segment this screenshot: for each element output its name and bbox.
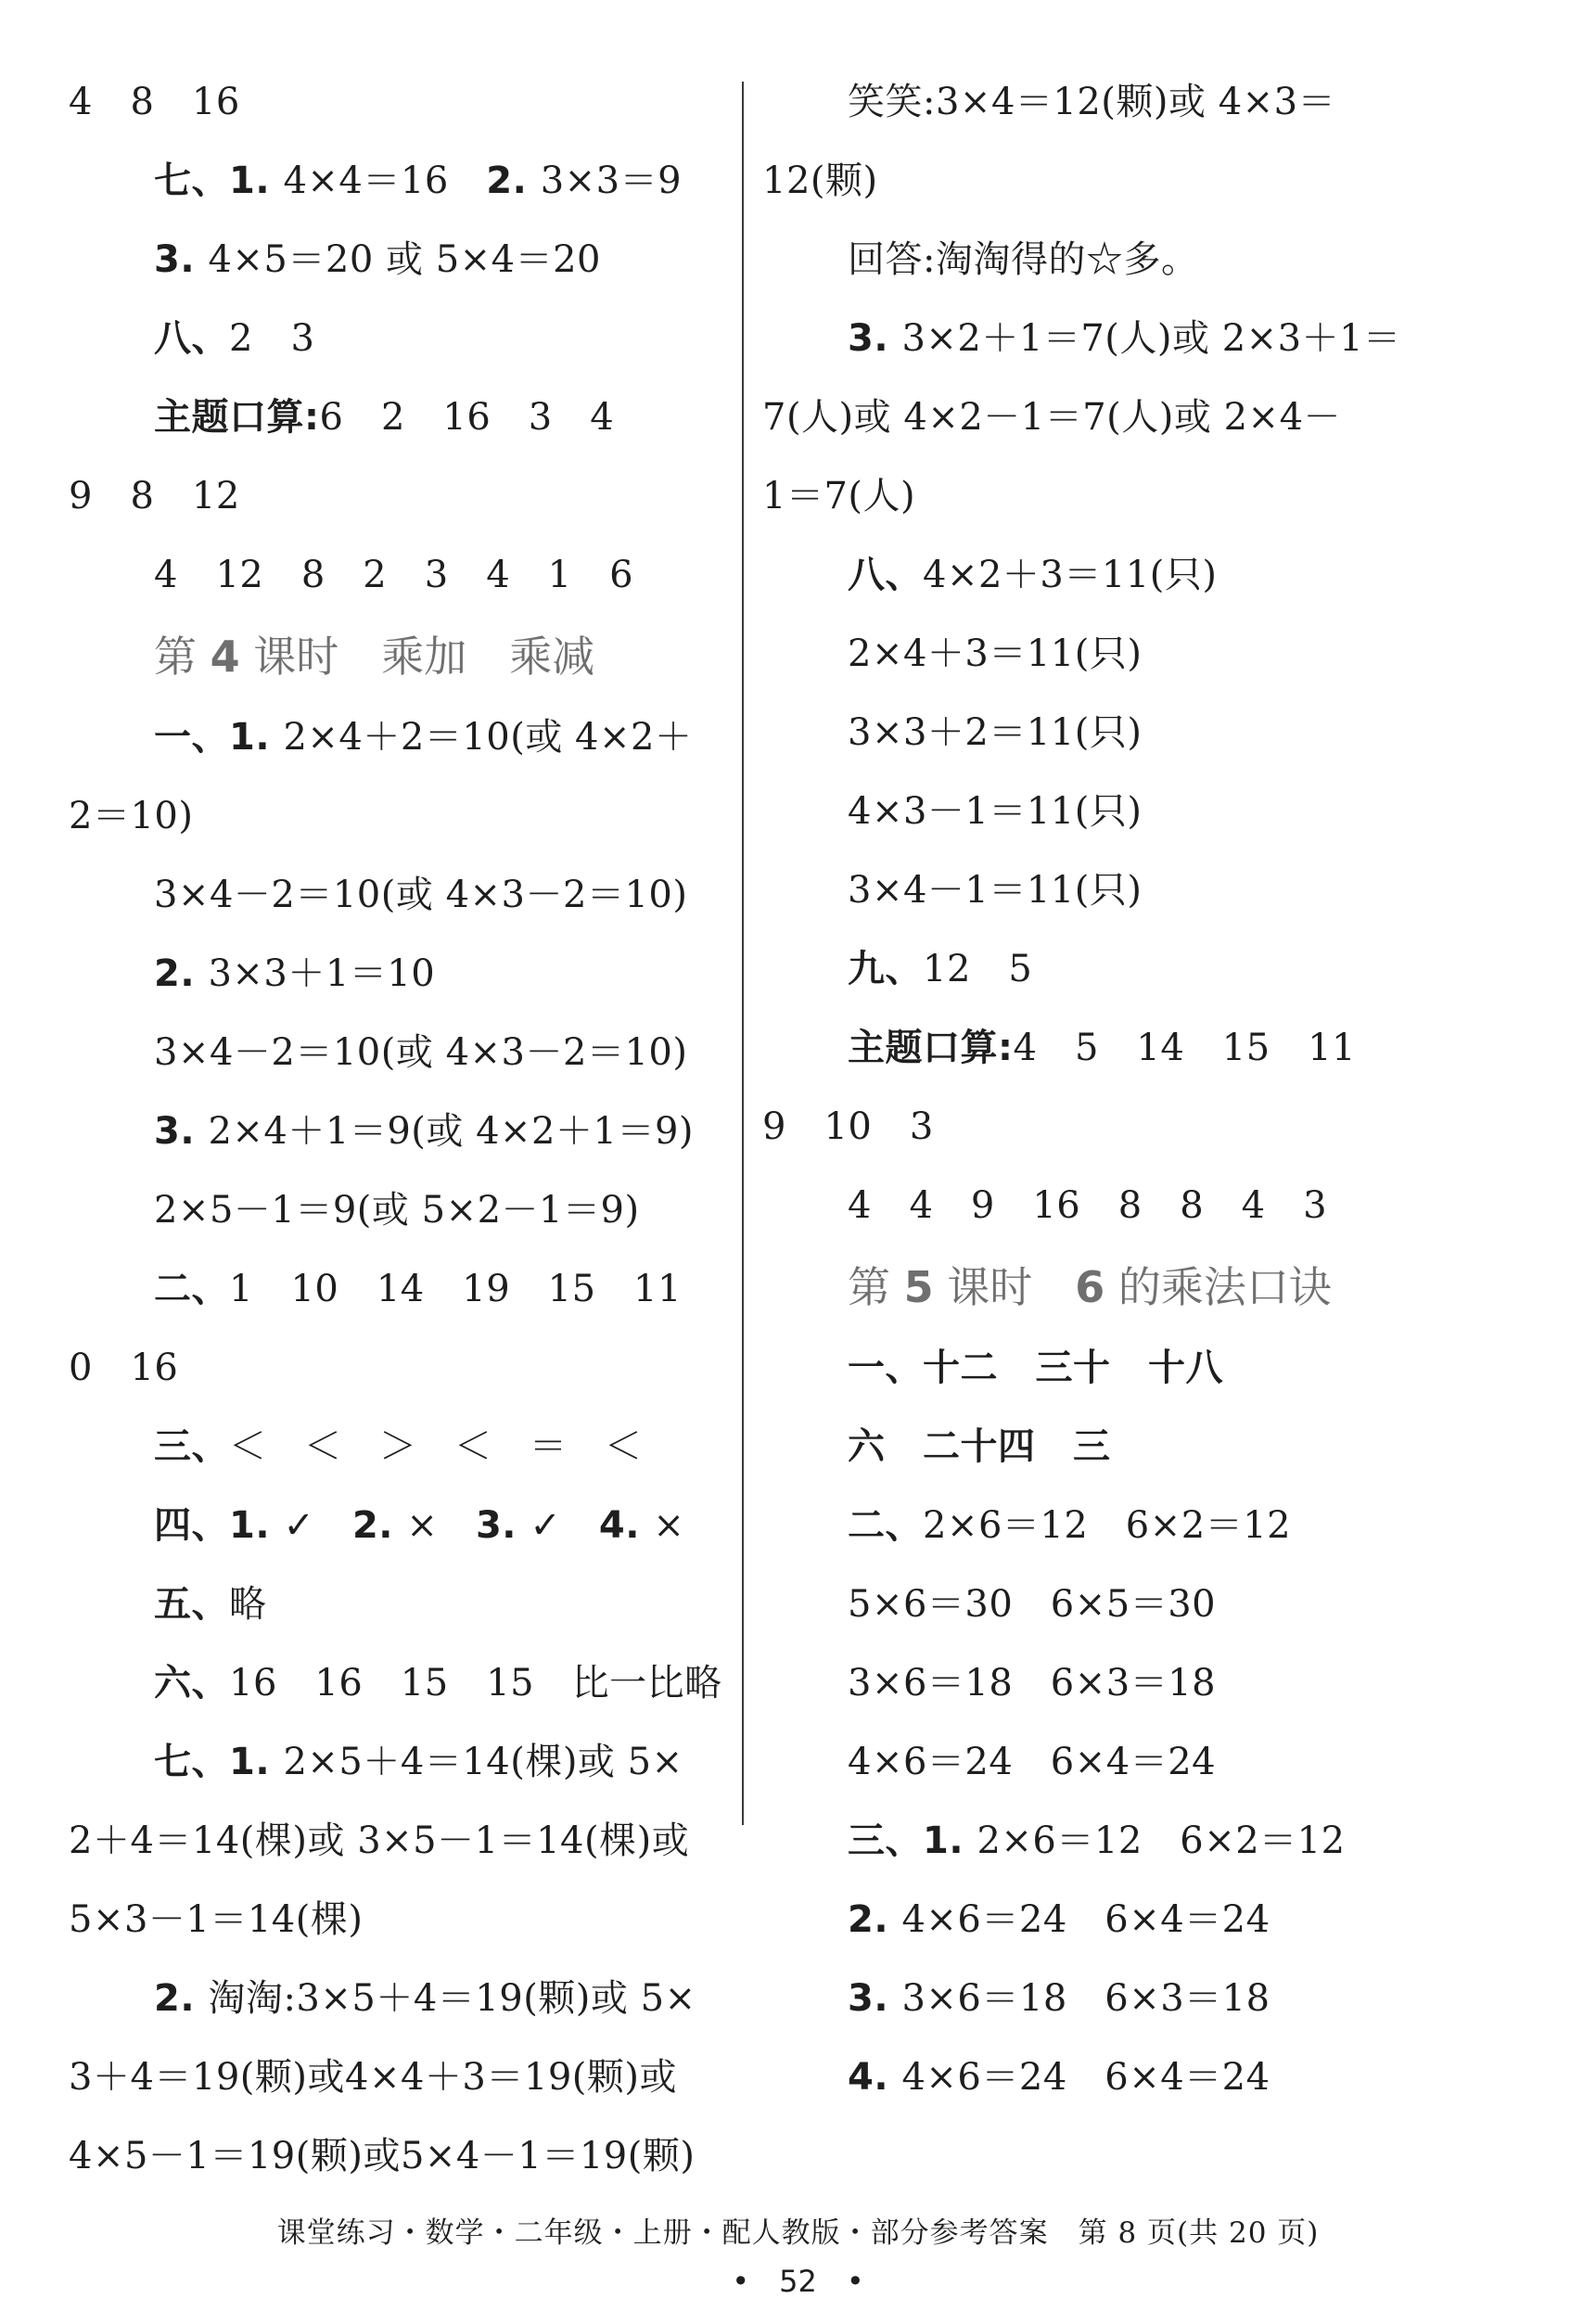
answer-line: 七、1. 4×4＝16 2. 3×3＝9 — [154, 160, 683, 202]
answer-line: 3×4－1＝11(只) — [848, 869, 1143, 912]
answer-line: 3. 3×2＋1＝7(人)或 2×3＋1＝ — [848, 317, 1401, 360]
answer-line: 12(颗) — [762, 160, 878, 202]
answer-line: 0 16 — [69, 1347, 179, 1389]
answer-line: 4×5－1＝19(颗)或5×4－1＝19(颗) — [69, 2135, 696, 2177]
answer-line: 三、1. 2×6＝12 6×2＝12 — [848, 1819, 1346, 1862]
column-divider — [742, 82, 744, 1825]
answer-line: 7(人)或 4×2－1＝7(人)或 2×4－ — [762, 396, 1342, 439]
answer-line: 一、1. 2×4＋2＝10(或 4×2＋ — [154, 716, 693, 759]
answer-line: 六、16 16 15 15 比一比略 — [154, 1662, 722, 1705]
answer-line: 3. 4×5＝20 或 5×4＝20 — [154, 238, 602, 281]
answer-line: 3×4－2＝10(或 4×3－2＝10) — [154, 874, 688, 916]
answer-line: 9 10 3 — [762, 1105, 934, 1148]
answer-line: 五、略 — [154, 1583, 267, 1626]
lesson-heading: 第 4 课时 乘加 乘减 — [154, 632, 595, 682]
answer-line: 三、＜ ＜ ＞ ＜ ＝ ＜ — [154, 1425, 643, 1468]
answer-line: 2×5－1＝9(或 5×2－1＝9) — [154, 1189, 640, 1232]
answer-line: 八、2 3 — [154, 317, 315, 360]
answer-line: 九、12 5 — [848, 948, 1033, 990]
answer-line: 主题口算:4 5 14 15 11 — [848, 1027, 1357, 1069]
answer-line: 4×6＝24 6×4＝24 — [848, 1741, 1217, 1783]
answer-line: 2×4＋3＝11(只) — [848, 632, 1143, 675]
answer-line: 3＋4＝19(颗)或4×4＋3＝19(颗)或 — [69, 2056, 677, 2099]
right-column — [759, 63, 1440, 2117]
answer-line: 3×3＋2＝11(只) — [848, 711, 1143, 754]
page-footer: 课堂练习・数学・二年级・上册・配人教版・部分参考答案 第 8 页(共 20 页) — [276, 2216, 1320, 2250]
answer-line: 3×4－2＝10(或 4×3－2＝10) — [154, 1031, 688, 1074]
lesson-heading: 第 5 课时 6 的乘法口诀 — [848, 1262, 1332, 1312]
answer-line: 六 二十四 三 — [848, 1425, 1111, 1468]
answer-line: 4. 4×6＝24 6×4＝24 — [848, 2056, 1270, 2099]
answer-line: 1＝7(人) — [762, 475, 916, 517]
answer-line: 二、1 10 14 19 15 11 — [154, 1268, 682, 1310]
answer-line: 4 4 9 16 8 8 4 3 — [848, 1184, 1328, 1227]
answer-line: 4 8 16 — [69, 81, 240, 123]
answer-line: 3×6＝18 6×3＝18 — [848, 1662, 1217, 1705]
answer-line: 主题口算:6 2 16 3 4 — [154, 396, 615, 439]
answer-line: 2. 淘淘:3×5＋4＝19(颗)或 5× — [154, 1977, 696, 2020]
answer-line: 回答:淘淘得的☆多。 — [848, 238, 1199, 281]
answer-line: 3. 2×4＋1＝9(或 4×2＋1＝9) — [154, 1110, 695, 1153]
answer-line: 5×6＝30 6×5＝30 — [848, 1583, 1217, 1626]
answer-line: 2＝10) — [69, 795, 194, 837]
answer-line: 七、1. 2×5＋4＝14(棵)或 5× — [154, 1741, 683, 1783]
page-number: • 52 • — [732, 2264, 864, 2299]
answer-line: 一、十二 三十 十八 — [848, 1347, 1223, 1389]
answer-line: 笑笑:3×4＝12(颗)或 4×3＝ — [848, 81, 1336, 123]
answer-line: 9 8 12 — [69, 475, 240, 517]
answer-line: 2. 3×3＋1＝10 — [154, 952, 436, 995]
answer-line: 5×3－1＝14(棵) — [69, 1898, 364, 1941]
answer-line: 3. 3×6＝18 6×3＝18 — [848, 1977, 1270, 2020]
answer-line: 二、2×6＝12 6×2＝12 — [848, 1504, 1292, 1547]
answer-line: 2＋4＝14(棵)或 3×5－1＝14(棵)或 — [69, 1819, 690, 1862]
answer-line: 2. 4×6＝24 6×4＝24 — [848, 1898, 1270, 1941]
answer-line: 4 12 8 2 3 4 1 6 — [154, 554, 634, 596]
answer-line: 四、1. ✓ 2. × 3. ✓ 4. × — [154, 1504, 685, 1547]
left-column — [65, 63, 733, 2196]
answer-line: 4×3－1＝11(只) — [848, 790, 1143, 833]
answer-line: 八、4×2＋3＝11(只) — [848, 554, 1218, 596]
